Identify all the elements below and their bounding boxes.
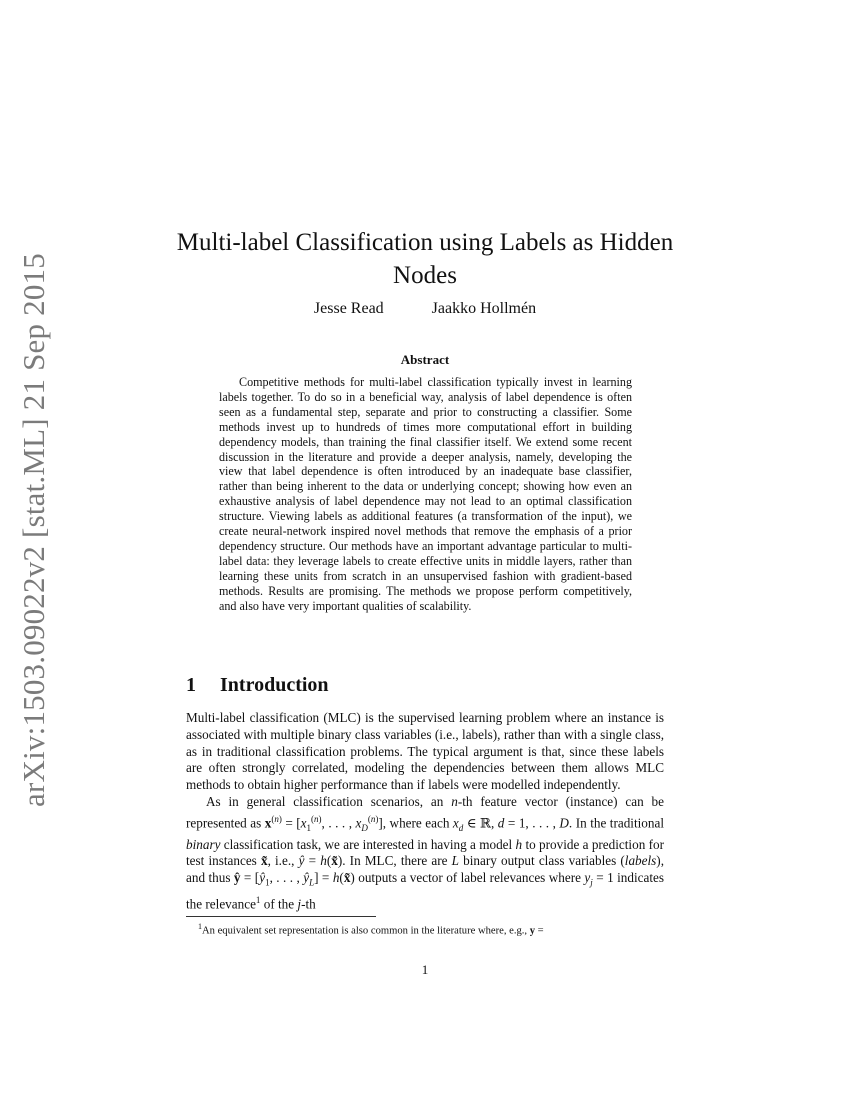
- abstract-heading: Abstract: [400, 352, 450, 367]
- page-number: 1: [421, 962, 429, 977]
- author-2: Jaakko Hollmén: [431, 300, 537, 317]
- paper-title: Multi-label Classification using Labels as Hidden Nodes: [176, 229, 674, 289]
- section-title: Introduction: [220, 674, 329, 696]
- section-heading: [186, 674, 329, 697]
- arxiv-stamp-text: arXiv:1503.09022v2 [stat.ML] 21 Sep 2015: [16, 253, 51, 807]
- footnote-rule: [186, 916, 376, 917]
- intro-paragraph-2: As in general classification scenarios, an n-th feature vector (instance) can be represented as $x^{(n)} = [x_1^{(n)}$, . . . , $x_D^{(n)}$], where each $x_d$ ∈ ℝ, d = 1, . . . , D. In the traditional binary classification task, we are interested in having a model h to provide a prediction for test instances x̃, i.e., ŷ = h(x̃). In MLC, there are L binary output class variables (labels), and thus ŷ = [$ŷ_1$, . . . , $ŷ_L$] = h(x̃) outputs a vector of label relevances where $y_j = 1$ indicates the relevance$^1$ of the j-th: [186, 793, 665, 912]
- section-number: 1: [186, 674, 196, 696]
- intro-paragraph-1: Multi-label classification (MLC) is the supervised learning problem where an instance is associated with multiple binary class variables (i.e., labels), rather than with a single class, as in traditional classification problems. The typical argument is that, since these labels are often strongly correlated, modeling the dependencies between them allows MLC methods to obtain higher performance than if labels were modelled independently.: [186, 710, 664, 793]
- intro-body: [186, 710, 664, 913]
- arxiv-stamp: [14, 253, 54, 807]
- footnote: $^1$An equivalent set representation is also common in the literature where, e.g., y =: [198, 922, 544, 937]
- author-1: Jesse Read: [313, 300, 384, 317]
- abstract-text: Competitive methods for multi-label classification typically invest in learning labels together. To do so in a beneficial way, analysis of label dependence is often seen as a fundamental step, separate and prior to constructing a classifier. Some methods invest up to hundreds of times more computational effort in building dependency models, than training the final classifier itself. We extend some recent discussion in the literature and provide a deeper analysis, namely, developing the view that label dependence is often introduced by an inadequate base classifier, rather than being inherent to the data or underlying concept; showing how even an exhaustive analysis of label dependence may not lead to an optimal classification structure. Viewing labels as additional features (a transformation of the input), we create neural-network inspired novel methods that remove the emphasis of a prior dependency structure. Our methods have an important advantage particular to multi-label data: they leverage labels to create effective units in middle layers, rather than learning these units from scratch in an unsupervised fashion with gradient-based methods. Results are promising. The methods we propose perform competitively, and also have very important qualities of scalability.: [219, 375, 632, 613]
- author-list: [186, 300, 664, 318]
